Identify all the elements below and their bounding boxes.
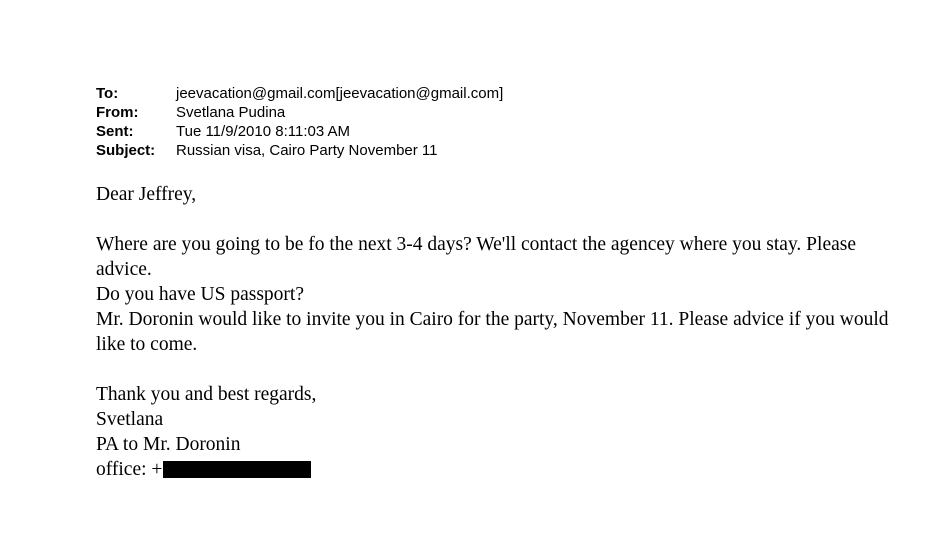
body-paragraph-3: Mr. Doronin would like to invite you in Cairo for the party, November 11. Please advice if you would like to come.: [96, 309, 889, 355]
header-label-to: To:: [96, 85, 119, 102]
header-row-sent: [96, 122, 916, 141]
body-spacer-1: [96, 207, 916, 232]
header-value-sent: Tue 11/9/2010 8:11:03 AM: [176, 123, 351, 140]
email-body: [96, 182, 916, 482]
email-document: [96, 84, 916, 482]
header-value-to: jeevacation@gmail.com[jeevacation@gmail.com]: [176, 85, 504, 102]
email-header-block: [96, 84, 916, 160]
header-row-from: [96, 103, 916, 122]
signature-name: Svetlana: [96, 409, 164, 430]
body-paragraph-1: Where are you going to be fo the next 3-4 days? We'll contact the agencey where you stay. Please advice.: [96, 234, 856, 280]
body-closing: Thank you and best regards,: [96, 384, 317, 405]
header-row-to: [96, 84, 916, 103]
body-paragraph-2: Do you have US passport?: [96, 284, 304, 305]
body-greeting: Dear Jeffrey,: [96, 184, 197, 205]
redaction-bar: [163, 461, 311, 478]
header-row-subject: [96, 141, 916, 160]
header-value-from: Svetlana Pudina: [176, 104, 286, 121]
header-label-from: From:: [96, 104, 139, 121]
signature-title: PA to Mr. Doronin: [96, 434, 241, 455]
header-label-subject: Subject:: [96, 142, 156, 159]
signature-office: [96, 457, 916, 482]
body-spacer-2: [96, 357, 916, 382]
header-value-subject: Russian visa, Cairo Party November 11: [176, 142, 438, 159]
header-label-sent: Sent:: [96, 123, 134, 140]
office-label: office: +: [96, 459, 163, 480]
